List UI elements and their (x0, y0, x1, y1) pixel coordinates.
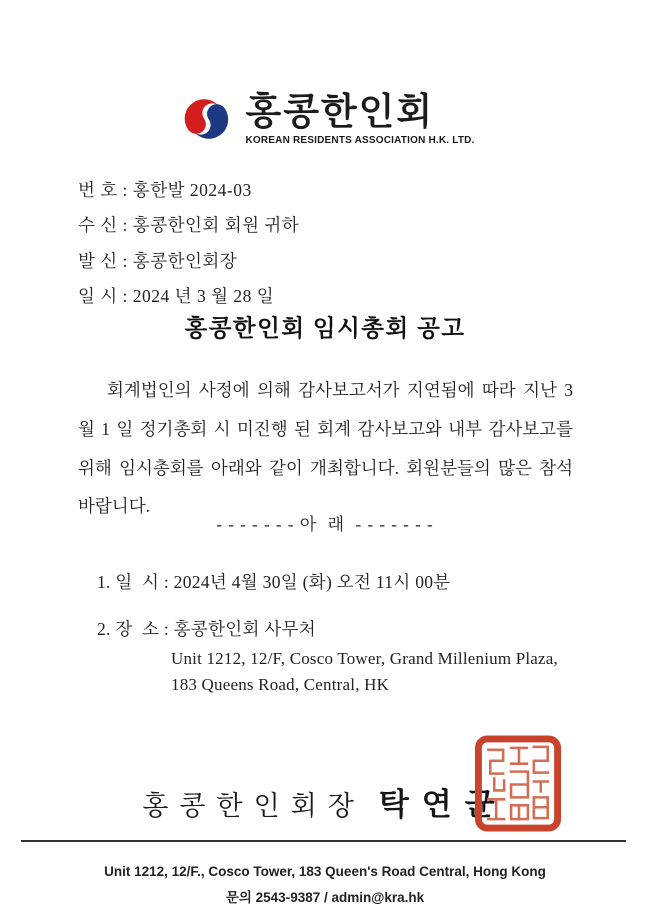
taegeuk-icon (175, 88, 237, 150)
document-meta (78, 173, 299, 315)
association-logo (175, 88, 474, 150)
venue-address-line-1: Unit 1212, 12/F, Cosco Tower, Grand Millenium Plaza, (171, 649, 558, 668)
signer-name: 탁연균 (378, 787, 508, 822)
section-divider: - - - - - - - 아 래 - - - - - - - (216, 515, 434, 534)
agenda-datetime: 1. 일 시 : 2024년 4월 30일 (화) 오전 11시 00분 (97, 572, 451, 592)
footer-address: Unit 1212, 12/F., Cosco Tower, 183 Queen's Road Central, Hong Kong (104, 864, 546, 879)
seal-script-strokes (488, 747, 547, 819)
signer-title: 홍콩한인회장 (142, 791, 365, 821)
president-seal-stamp-icon (473, 734, 563, 833)
footer-contact: 문의 2543-9387 / admin@kra.hk (225, 890, 425, 905)
agenda-venue: 2. 장 소 : 홍콩한인회 사무처 (97, 619, 316, 639)
org-name-korean: 홍콩한인회 (245, 90, 435, 132)
notice-body-paragraph: 회계법인의 사정에 의해 감사보고서가 지연됨에 따라 지난 3 월 1 일 정기총회 시 미진행 된 회계 감사보고와 내부 감사보고를 위해 임시총회를 아래와 같이 개최합니다. 회원분들의 많은 참석 바랍니다. (78, 380, 573, 517)
meta-doc-number: 번 호 : 홍한발 2024-03 (78, 180, 252, 200)
logo-text (245, 90, 475, 146)
footer-divider-line (21, 840, 626, 842)
org-name-english: KOREAN RESIDENTS ASSOCIATION H.K. LTD. (245, 134, 475, 146)
venue-address-line-2: 183 Queens Road, Central, HK (171, 675, 390, 694)
notice-title: 홍콩한인회 임시총회 공고 (184, 316, 466, 342)
meta-recipient: 수 신 : 홍콩한인회 회원 귀하 (78, 215, 300, 236)
meta-date: 일 시 : 2024 년 3 월 28 일 (78, 286, 275, 307)
meta-sender: 발 신 : 홍콩한인회장 (78, 250, 238, 271)
